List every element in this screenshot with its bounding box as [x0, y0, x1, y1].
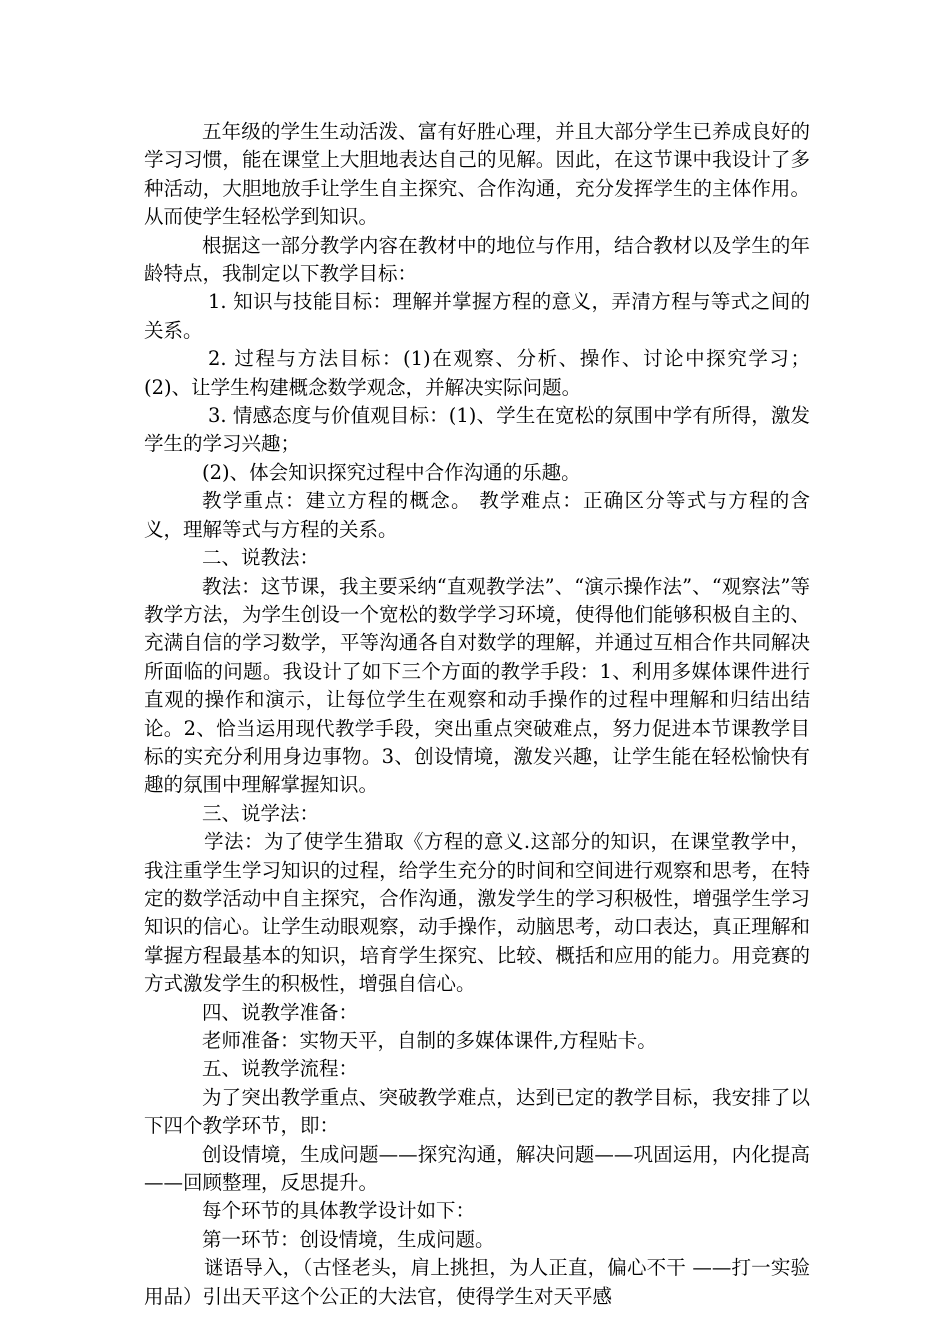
section-heading-learning-method: 三、说学法： — [202, 801, 320, 825]
section-heading-preparation: 四、说教学准备： — [202, 1000, 359, 1024]
section-heading-teaching-method: 二、说教法： — [202, 546, 320, 570]
paragraph-key-points: 教学重点：建立方程的概念。 教学难点：正确区分等式与方程的含义，理解等式与方程的关系。 — [144, 489, 810, 541]
paragraph-goal-knowledge: 1. 知识与技能目标：理解并掌握方程的意义，弄清方程与等式之间的关系。 — [144, 290, 810, 342]
paragraph-process-steps: 创设情境，生成问题——探究沟通，解决问题——巩固运用，内化提高——回顾整理，反思提升。 — [144, 1142, 810, 1195]
section-heading-process: 五、说教学流程： — [202, 1057, 359, 1081]
paragraph-process-intro: 为了突出教学重点、突破教学难点，达到已定的教学目标，我安排了以下四个教学环节，即： — [144, 1085, 810, 1138]
paragraph-student-analysis: 五年级的学生生动活泼、富有好胜心理，并且大部分学生已养成良好的学习习惯，能在课堂上大胆地表达自己的见解。因此，在这节课中我设计了多种活动，大胆地放手让学生自主探究、合作沟通，充分发挥学生的主体作用。从而使学生轻松学到知识。 — [144, 120, 810, 229]
document-body — [144, 118, 810, 1311]
paragraph-learning-method: 学法：为了使学生猎取《方程的意义.这部分的知识，在课堂教学中，我注重学生学习知识的过程，给学生充分的时间和空间进行观察和思考，在特定的数学活动中自主探究，合作沟通，激发学生的学习积极性，增强学生学习知识的信心。让学生动眼观察，动手操作，动脑思考，动口表达，真正理解和掌握方程最基本的知识，培育学生探究、比较、概括和应用的能力。用竞赛的方式激发学生的积极性，增强自信心。 — [144, 830, 810, 996]
paragraph-goal-attitude-2: (2)、体会知识探究过程中合作沟通的乐趣。 — [202, 460, 581, 484]
paragraph-process-detail-intro: 每个环节的具体教学设计如下： — [202, 1199, 476, 1223]
paragraph-goal-process: 2. 过程与方法目标：(1)在观察、分析、操作、讨论中探究学习；(2)、让学生构建概念数学观念，并解决实际问题。 — [144, 347, 810, 399]
paragraph-goals-intro: 根据这一部分教学内容在教材中的地位与作用，结合教材以及学生的年龄特点，我制定以下教学目标： — [144, 233, 810, 286]
paragraph-preparation: 老师准备：实物天平，自制的多媒体课件,方程贴卡。 — [202, 1029, 657, 1052]
paragraph-step-one-heading: 第一环节：创设情境，生成问题。 — [202, 1227, 495, 1251]
paragraph-teaching-method: 教法：这节课，我主要采纳“直观教学法”、“演示操作法”、“观察法”等教学方法，为学生创设一个宽松的数学学习环境，使得他们能够积极自主的、充满自信的学习数学，平等沟通各自对数学的理解，并通过互相合作共同解决所面临的问题。我设计了如下三个方面的教学手段：1、利用多媒体课件进行直观的操作和演示，让每位学生在观察和动手操作的过程中理解和归结出结论。2、恰当运用现代教学手段，突出重点突破难点，努力促进本节课教学目标的实充分利用身边事物。3、创设情境，激发兴趣，让学生能在轻松愉快有趣的氛围中理解掌握知识。 — [144, 574, 810, 797]
paragraph-riddle-intro: 谜语导入，（古怪老头，肩上挑担，为人正直，偏心不干 ——打一实验用品）引出天平这个公正的大法官，使得学生对天平感 — [144, 1256, 810, 1308]
paragraph-goal-attitude: 3. 情感态度与价值观目标：(1)、学生在宽松的氛围中学有所得，激发学生的学习兴趣； — [144, 404, 810, 456]
